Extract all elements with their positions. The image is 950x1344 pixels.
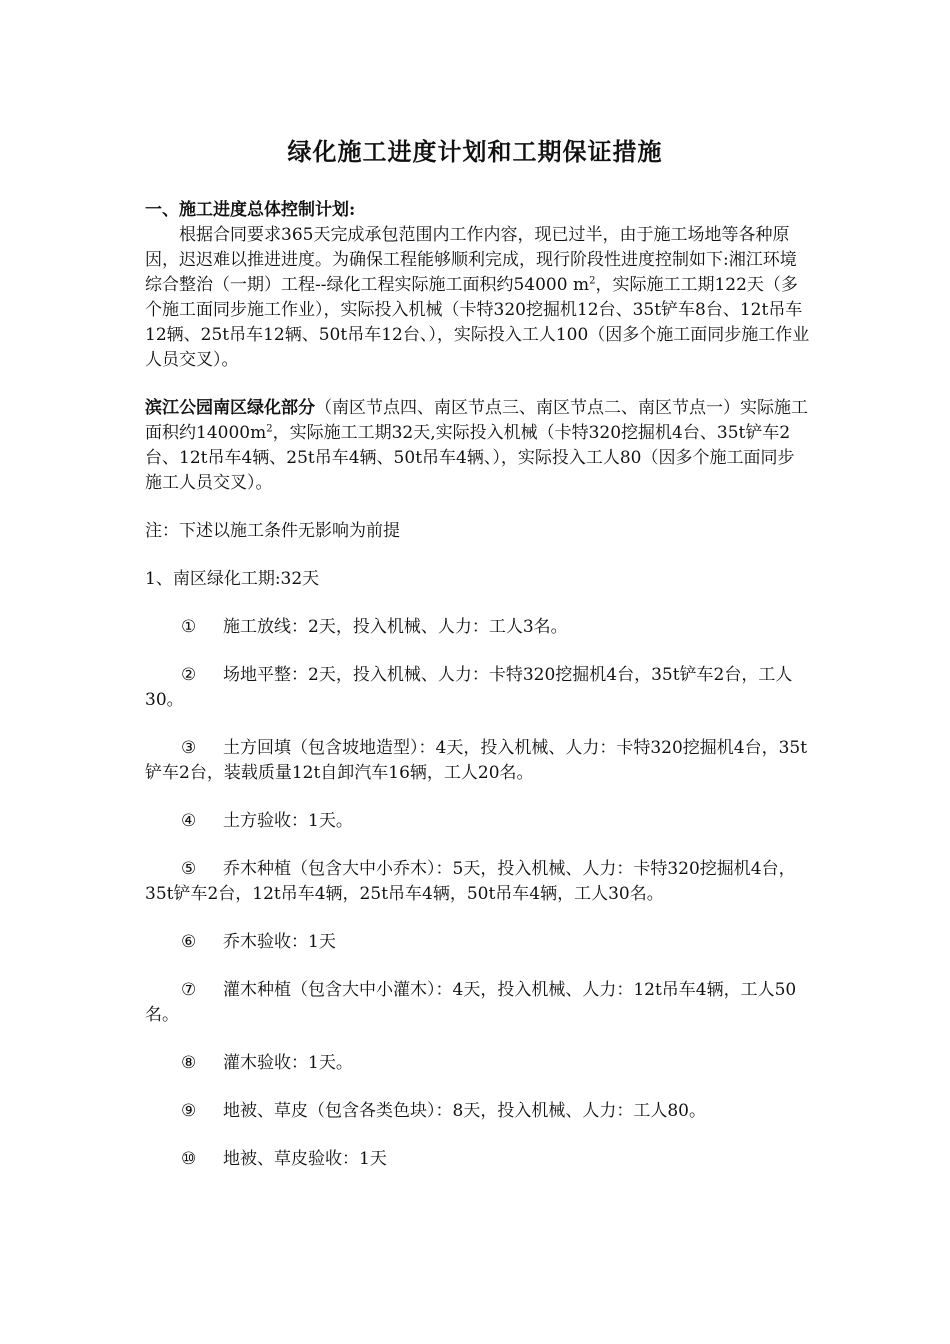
note-paragraph: 注：下述以施工条件无影响为前提 [145,521,400,541]
step-item [145,736,810,786]
park-paragraph [145,396,810,496]
step-number: ⑦ [181,980,197,1000]
step-number: ⑥ [181,932,197,952]
step-item [145,663,810,713]
intro-text-b: ，实际施工工期122天（多个施工面同步施工作业），实际投入机械（卡特320挖掘机12台、35t铲车8台、12t吊车12辆、25t吊车12辆、50t吊车12台、），实际投入工人100（因多个施工面同步施工作业人员交叉）。 [145,275,810,370]
step-item [145,1051,810,1076]
step-text: 土方回填（包含坡地造型）：4天，投入机械、人力：卡特320挖掘机4台，35t铲车2台，装载质量12t自卸汽车16辆，工人20名。 [145,738,808,783]
step-text: 场地平整：2天，投入机械、人力：卡特320挖掘机4台，35t铲车2台，工人30。 [145,665,793,710]
intro-text-a: 根据合同要求365天完成承包范围内工作内容，现已过半，由于施工场地等各种原因，迟迟难以推进进度。为确保工程能够顺利完成，现行阶段性进度控制如下:湘江环境综合整治（一期）工程--绿化工程实际施工面积约54000 m [145,225,797,295]
step-item [145,615,810,640]
park-text-b: ，实际施工工期32天,实际投入机械（卡特320挖掘机4台、35t铲车2台、12t吊车4辆、25t吊车4辆、50t吊车4辆、），实际投入工人80（因多个施工面同步施工人员交叉）。 [145,423,795,493]
page-title: 绿化施工进度计划和工期保证措施 [287,137,663,166]
section-heading: 一、施工进度总体控制计划: [145,200,356,220]
step-number: ⑧ [181,1053,197,1073]
document-body [145,198,810,1172]
step-text: 灌木种植（包含大中小灌木）：4天，投入机械、人力：12t吊车4辆，工人50名。 [145,980,797,1025]
step-text: 乔木验收：1天 [223,932,336,952]
step-item [145,1099,810,1124]
steps-list [145,615,810,1172]
schedule-subheading: 1、南区绿化工期:32天 [145,569,320,589]
park-text-a: （南区节点四、南区节点三、南区节点二、南区节点一）实际施工面积约14000m [145,398,808,443]
step-item [145,1147,810,1172]
step-text: 地被、草皮验收：1天 [223,1149,387,1169]
step-item [145,930,810,955]
step-number: ⑨ [181,1101,197,1121]
step-text: 地被、草皮（包含各类色块）：8天，投入机械、人力：工人80。 [223,1101,706,1121]
step-number: ① [181,617,197,637]
step-number: ⑩ [181,1149,197,1169]
intro-superscript: 2 [589,275,596,287]
step-item [145,809,810,834]
step-text: 施工放线：2天，投入机械、人力：工人3名。 [223,617,568,637]
step-number: ③ [181,738,197,758]
step-text: 土方验收：1天。 [223,811,353,831]
step-item [145,978,810,1028]
step-text: 灌木验收：1天。 [223,1053,353,1073]
step-number: ④ [181,811,197,831]
step-number: ② [181,665,197,685]
park-heading: 滨江公园南区绿化部分 [145,398,315,418]
step-item [145,857,810,907]
park-superscript: 2 [266,423,273,435]
intro-paragraph [145,223,810,373]
step-text: 乔木种植（包含大中小乔木）：5天，投入机械、人力：卡特320挖掘机4台，35t铲车2台，12t吊车4辆，25t吊车4辆，50t吊车4辆，工人30名。 [145,859,796,904]
step-number: ⑤ [181,859,197,879]
